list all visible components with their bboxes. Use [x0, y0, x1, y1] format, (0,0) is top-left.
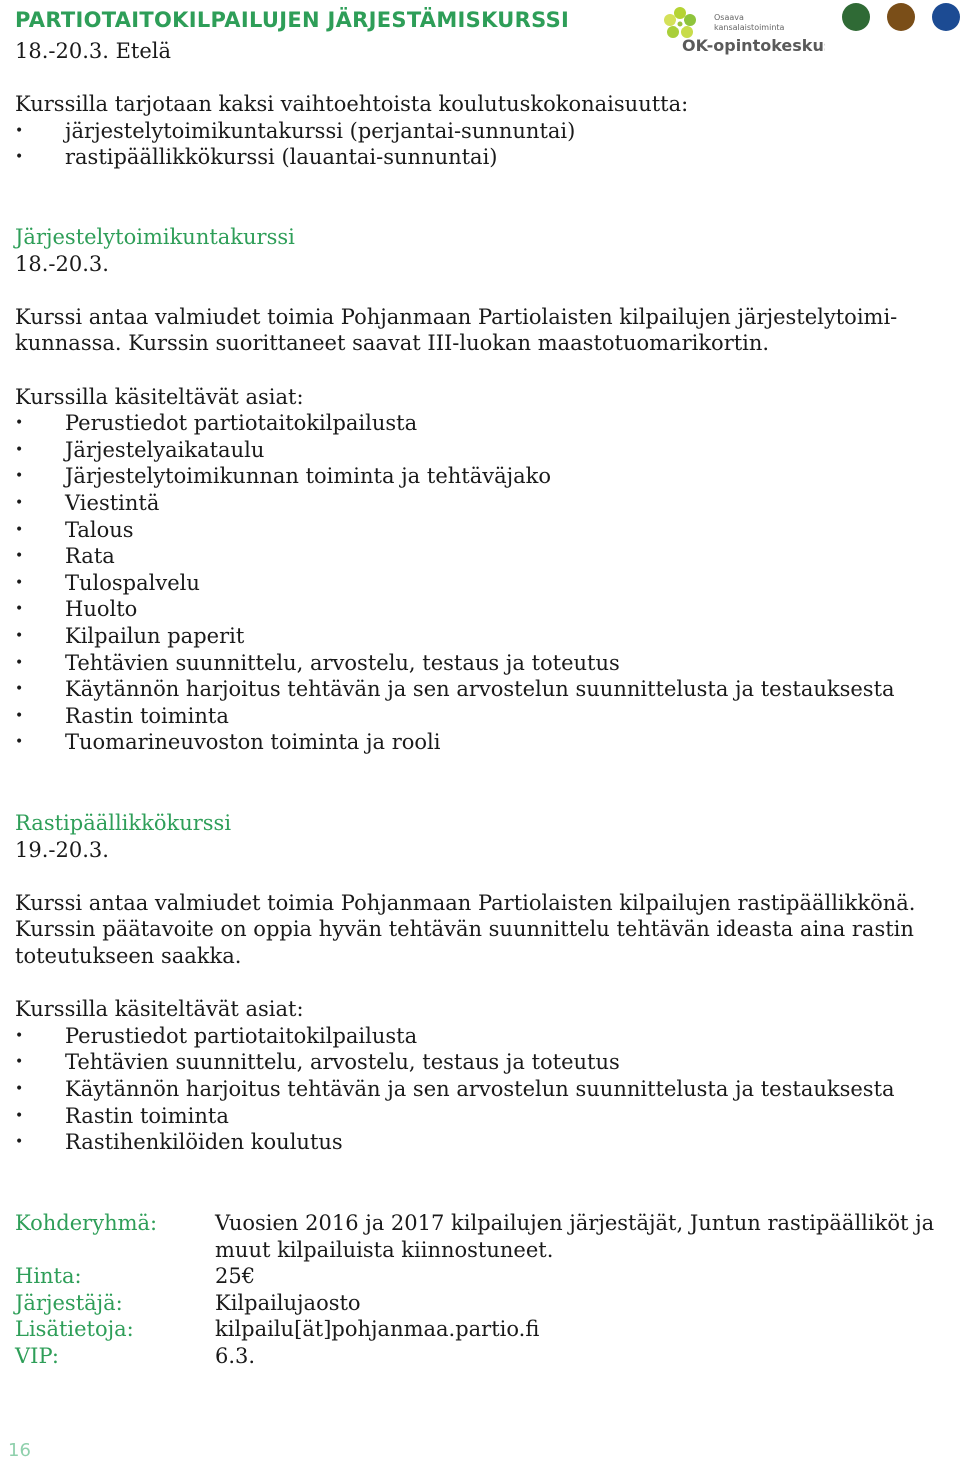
- course-info: [15, 1210, 960, 1370]
- list-item: • Käytännön harjoitus tehtävän ja sen arvostelun suunnittelusta ja testauksesta: [15, 676, 960, 703]
- list-item: • Tehtävien suunnittelu, arvostelu, testaus ja toteutus: [15, 650, 960, 677]
- blue-dot: [932, 3, 960, 31]
- list-item: • Kilpailun paperit: [15, 623, 960, 650]
- logo-name: OK-opintokeskus: [682, 36, 825, 55]
- info-row-target-group: [15, 1210, 960, 1263]
- course2-description: Kurssi antaa valmiudet toimia Pohjanmaan Partiolaisten kilpailujen rastipäällikkönä. Kurssin päätavoite on oppia hyvän tehtävän suunnittelu tehtävän ideasta aina rastin toteutukseen saakka.: [15, 890, 916, 968]
- course2-topics: [15, 1023, 960, 1156]
- list-item: • Rata: [15, 543, 960, 570]
- intro-options: [15, 118, 960, 171]
- list-item: • Järjestelyaikataulu: [15, 437, 960, 464]
- info-label: Hinta:: [15, 1264, 82, 1289]
- list-item: • Huolto: [15, 596, 960, 623]
- brown-dot: [887, 3, 915, 31]
- course2-topics-label: Kurssilla käsiteltävät asiat:: [15, 997, 304, 1022]
- course2-heading: Rastipäällikkökurssi: [15, 811, 232, 835]
- info-row-more-info: [15, 1316, 960, 1343]
- course2-date: 19.-20.3.: [15, 837, 109, 862]
- leaf-logo-icon: [660, 2, 825, 58]
- green-dot: [842, 3, 870, 31]
- intro-text: Kurssilla tarjotaan kaksi vaihtoehtoista koulutuskokonaisuutta:: [15, 92, 689, 116]
- list-item: • Rastihenkilöiden koulutus: [15, 1129, 960, 1156]
- list-item: • rastipäällikkökurssi (lauantai-sunnuntai): [15, 144, 960, 171]
- list-item: • Tulospalvelu: [15, 570, 960, 597]
- info-row-vip: [15, 1343, 960, 1370]
- page-number: 16: [8, 1440, 31, 1461]
- ok-opintokeskus-logo: [660, 2, 825, 58]
- list-item: • Perustiedot partiotaitokilpailusta: [15, 410, 960, 437]
- course1-date: 18.-20.3.: [15, 251, 109, 276]
- course1-section: [15, 224, 960, 756]
- logo-small-text-1: Osaava: [714, 13, 744, 22]
- info-label: Lisätietoja:: [15, 1317, 134, 1342]
- date-location: 18.-20.3. Etelä: [15, 39, 172, 63]
- list-item: • Perustiedot partiotaitokilpailusta: [15, 1023, 960, 1050]
- info-label: Kohderyhmä:: [15, 1211, 158, 1235]
- logo-small-text-2: kansalaistoiminta: [714, 23, 785, 32]
- course1-heading: Järjestelytoimikuntakurssi: [15, 225, 295, 249]
- course1-topics-label: Kurssilla käsiteltävät asiat:: [15, 384, 304, 409]
- info-value: Kilpailujaosto: [215, 1290, 361, 1315]
- list-item: • Rastin toiminta: [15, 1103, 960, 1130]
- info-value: kilpailu[ät]pohjanmaa.partio.fi: [215, 1317, 540, 1342]
- list-item: • Talous: [15, 517, 960, 544]
- course1-topics: [15, 410, 960, 756]
- list-item: • Rastin toiminta: [15, 703, 960, 730]
- course1-description: Kurssi antaa valmiudet toimia Pohjanmaan Partiolaisten kilpailujen järjestelytoimi-kunnassa. Kurssin suorittaneet saavat III-luokan maastotuomarikortin.: [15, 304, 898, 356]
- list-item: • Tehtävien suunnittelu, arvostelu, testaus ja toteutus: [15, 1049, 960, 1076]
- list-item: • Käytännön harjoitus tehtävän ja sen arvostelun suunnittelusta ja testauksesta: [15, 1076, 960, 1103]
- info-label: VIP:: [15, 1343, 59, 1368]
- info-label: Järjestäjä:: [15, 1290, 123, 1315]
- info-value: 25€: [215, 1264, 256, 1289]
- list-item: • Tuomarineuvoston toiminta ja rooli: [15, 729, 960, 756]
- list-item: • järjestelytoimikuntakurssi (perjantai-sunnuntai): [15, 118, 960, 145]
- page-title: PARTIOTAITOKILPAILUJEN JÄRJESTÄMISKURSSI: [15, 8, 570, 32]
- list-item: • Järjestelytoimikunnan toiminta ja tehtäväjako: [15, 463, 960, 490]
- intro-section: [15, 91, 960, 171]
- info-row-price: [15, 1263, 960, 1290]
- color-dots: [842, 3, 960, 31]
- info-row-organizer: [15, 1290, 960, 1317]
- info-value: Vuosien 2016 ja 2017 kilpailujen järjestäjät, Juntun rastipäälliköt ja muut kilpailuista kiinnostuneet.: [215, 1211, 935, 1262]
- list-item: • Viestintä: [15, 490, 960, 517]
- course2-section: [15, 810, 960, 1156]
- info-value: 6.3.: [215, 1343, 256, 1368]
